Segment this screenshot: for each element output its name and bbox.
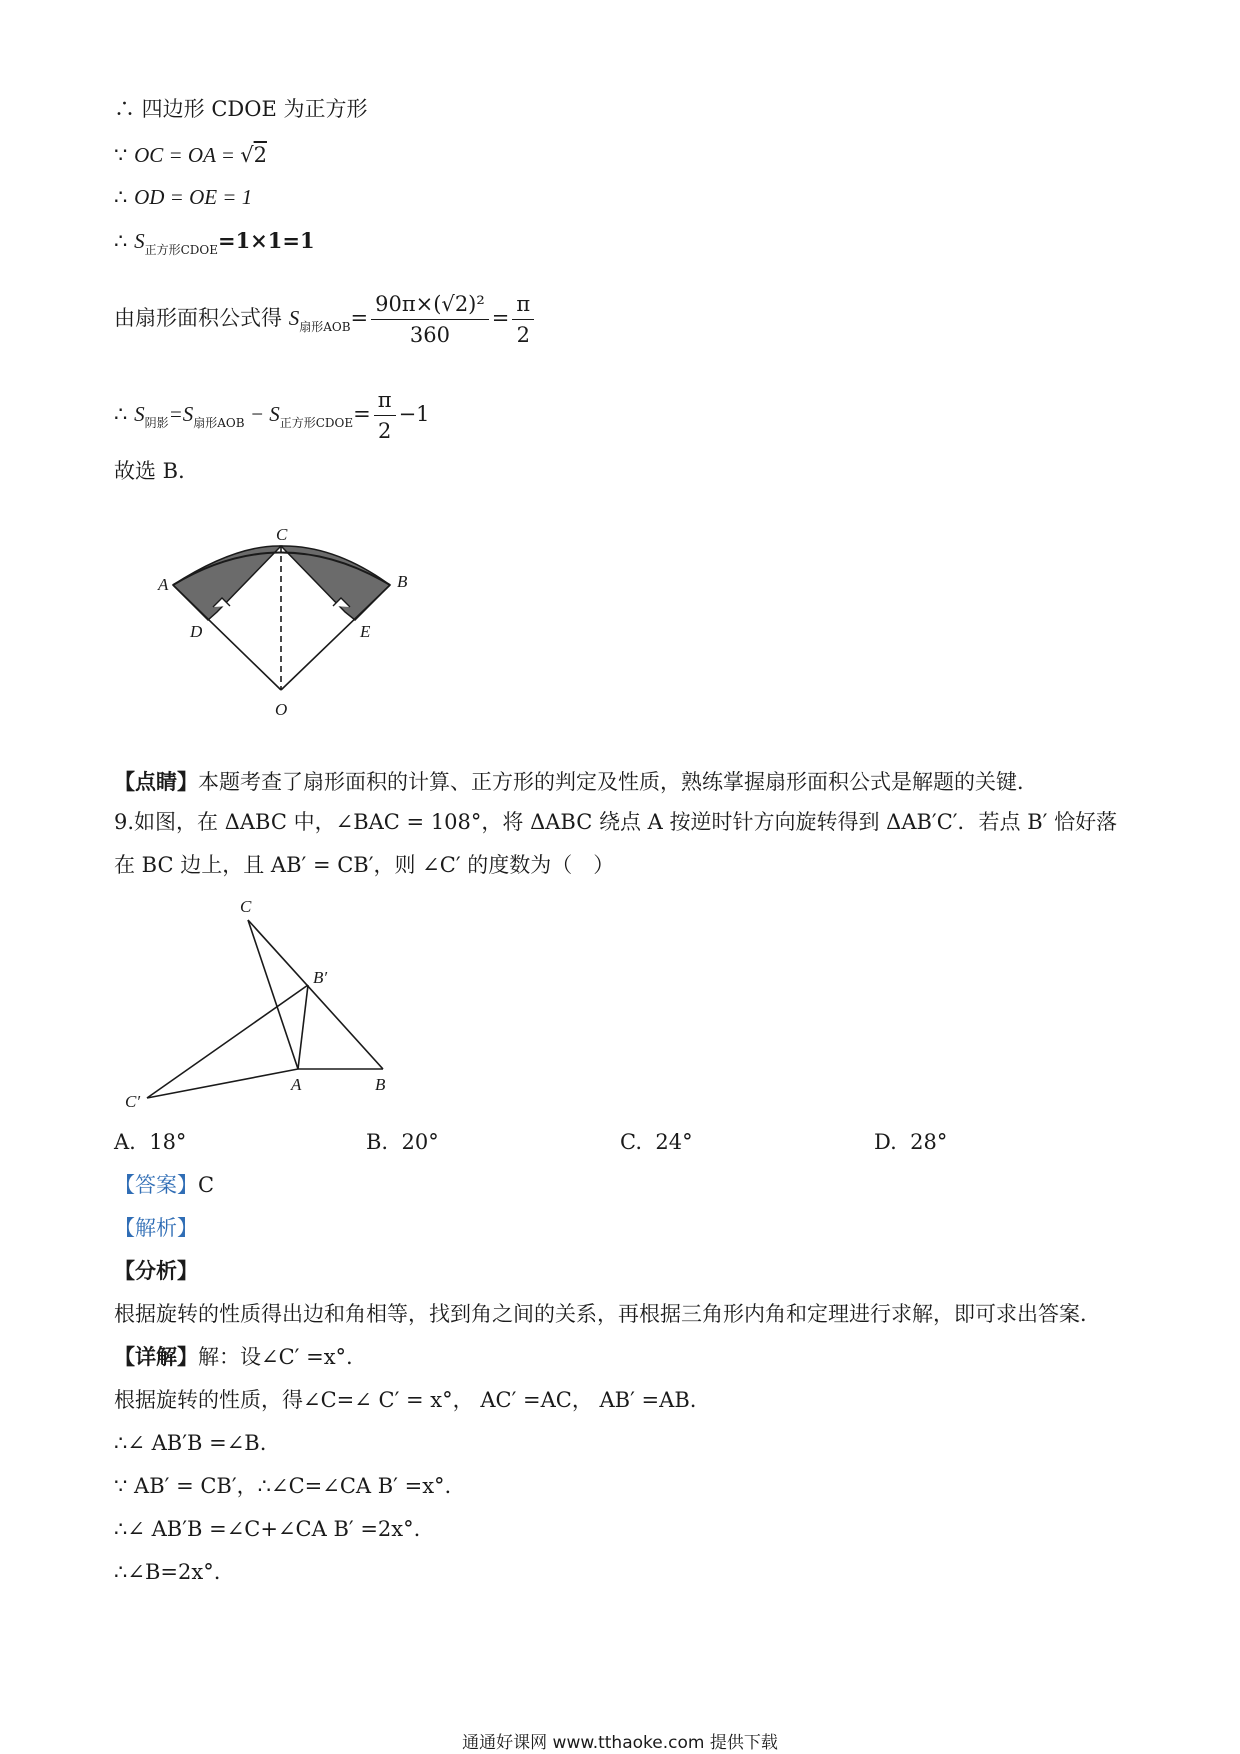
line-cp-bp — [147, 985, 308, 1098]
sqrt-radicand: 2 — [253, 143, 267, 167]
because-symbol: ∵ — [114, 143, 128, 167]
option-c-value: 24° — [655, 1130, 693, 1154]
line-cp-a — [147, 1069, 298, 1098]
line-a-bp — [298, 985, 308, 1069]
option-c[interactable] — [620, 1127, 693, 1157]
od-oe-text: OD = OE = 1 — [134, 185, 253, 209]
sector-numerator: 90π×(√2)² — [371, 289, 489, 320]
analysis-tag: 【解析】 — [114, 1216, 198, 1240]
option-b[interactable] — [366, 1127, 439, 1157]
therefore-symbol: ∴ — [114, 402, 128, 426]
figure-sector — [150, 520, 420, 720]
footer-watermark: 通通好课网 www.tthaoke.com 提供下载 — [462, 1733, 778, 1753]
label-d: D — [190, 622, 203, 641]
dianjing-tag: 【点睛】 — [114, 769, 198, 794]
line-od-oe — [114, 182, 252, 212]
option-b-label: B. — [366, 1130, 389, 1154]
xiangjie-line-3: ∴∠ AB′B =∠B. — [114, 1431, 267, 1455]
option-a[interactable] — [114, 1127, 186, 1157]
question-9-line-2: 在 BC 边上，且 AB′ = CB′，则 ∠C′ 的度数为（ ） — [114, 853, 615, 877]
label-o: O — [275, 700, 288, 719]
shaded-tail: −1 — [398, 402, 430, 426]
sector-result-denominator: 2 — [516, 323, 530, 347]
dianjing-text: 本题考查了扇形面积的计算、正方形的判定及性质，熟练掌握扇形面积公式是解题的关键． — [198, 770, 1038, 794]
xiangjie-line-4: ∵ AB′ = CB′，∴∠C=∠CA B′ =x°. — [114, 1474, 452, 1498]
sector-result-fraction — [512, 289, 534, 350]
sector-subscript-2: 扇形AOB — [193, 416, 245, 430]
fenxi-tag: 【分析】 — [114, 1258, 198, 1283]
xiangjie-line-2: 根据旋转的性质，得∠C=∠ C′ = x°， AC′ =AC， AB′ =AB. — [114, 1388, 697, 1412]
sector-result-numerator: π — [512, 289, 534, 320]
label-a: A — [291, 1075, 302, 1094]
option-b-value: 20° — [401, 1130, 439, 1154]
sector-s: S — [288, 306, 300, 330]
option-c-label: C. — [620, 1130, 642, 1154]
label-c: C — [276, 525, 288, 544]
line-sector-formula: 由扇形面积公式得 $S_{扇形AOB}=$ $\frac{\text{90π×(√2)²}}{360}$ = $\frac{\pi}{2}$ — [114, 288, 537, 357]
option-a-value: 18° — [149, 1130, 187, 1154]
fenxi-text: 根据旋转的性质得出边和角相等，找到角之间的关系，再根据三角形内角和定理进行求解，即可求出答案． — [114, 1302, 1101, 1326]
line-shaded-area: ∴ $S_{阴影}=S_{扇形AOB} - S_{正方形CDOE}=$ $\frac{\pi}{2}$ −1 — [114, 384, 430, 453]
label-c: C — [240, 897, 252, 916]
line-c-b — [248, 920, 383, 1069]
area-s: S — [134, 229, 145, 253]
line-oc-oa — [114, 140, 267, 170]
shaded-eq-s: =S — [168, 402, 194, 426]
label-e: E — [360, 622, 371, 641]
line-conclusion-square: ∴ 四边形 CDOE 为正方形 — [114, 97, 368, 121]
option-d-value: 28° — [910, 1130, 948, 1154]
xiangjie-tag: 【详解】 — [114, 1344, 198, 1369]
shaded-region-left — [173, 546, 281, 620]
sector-denominator: 360 — [409, 323, 450, 347]
area-value: =1×1=1 — [217, 228, 315, 253]
xiangjie-line-6: ∴∠B=2x°. — [114, 1560, 221, 1584]
sqrt-sign: √ — [240, 143, 254, 167]
shaded-denominator: 2 — [377, 419, 392, 443]
answer-tag: 【答案】 — [114, 1173, 198, 1197]
label-b: B — [397, 572, 408, 591]
option-a-label: A. — [114, 1130, 136, 1154]
label-b-prime: B′ — [313, 968, 328, 987]
shaded-s: S — [134, 402, 145, 426]
label-c-prime: C′ — [125, 1092, 141, 1111]
answer-value: C — [198, 1173, 215, 1197]
answer-line — [114, 1170, 214, 1200]
square-subscript-2: 正方形CDOE — [279, 416, 354, 430]
therefore-symbol: ∴ — [114, 229, 128, 253]
label-a: A — [158, 575, 169, 594]
shaded-region-right — [281, 546, 390, 620]
minus-s: − S — [244, 402, 280, 426]
therefore-symbol: ∴ — [114, 185, 128, 209]
sector-intro: 由扇形面积公式得 — [114, 306, 282, 330]
line-square-area — [114, 226, 315, 265]
shaded-fraction — [374, 385, 396, 446]
figure-rotated-triangle — [120, 895, 410, 1115]
xiangjie-t1: 解：设∠C′ =x°. — [198, 1345, 353, 1369]
xiangjie-line-5: ∴∠ AB′B =∠C+∠CA B′ =2x°. — [114, 1517, 421, 1541]
sector-subscript: 扇形AOB — [299, 320, 351, 334]
shaded-subscript: 阴影 — [144, 416, 169, 430]
xiangjie-line-1 — [114, 1342, 353, 1372]
question-9-line-1: 9.如图，在 ΔABC 中，∠BAC = 108°，将 ΔABC 绕点 A 按逆时针方向旋转得到 ΔAB′C′．若点 B′ 恰好落 — [114, 810, 1118, 834]
line-c-a — [248, 920, 298, 1069]
option-d-label: D. — [874, 1130, 897, 1154]
line-dianjing — [114, 767, 1038, 797]
area-subscript: 正方形CDOE — [144, 243, 218, 257]
oc-oa-text: OC = OA = — [134, 143, 241, 167]
sector-fraction — [371, 289, 489, 350]
label-b: B — [375, 1075, 386, 1094]
option-d[interactable] — [874, 1127, 947, 1157]
shaded-numerator: π — [374, 385, 396, 416]
line-choose-b: 故选 B． — [114, 459, 200, 483]
